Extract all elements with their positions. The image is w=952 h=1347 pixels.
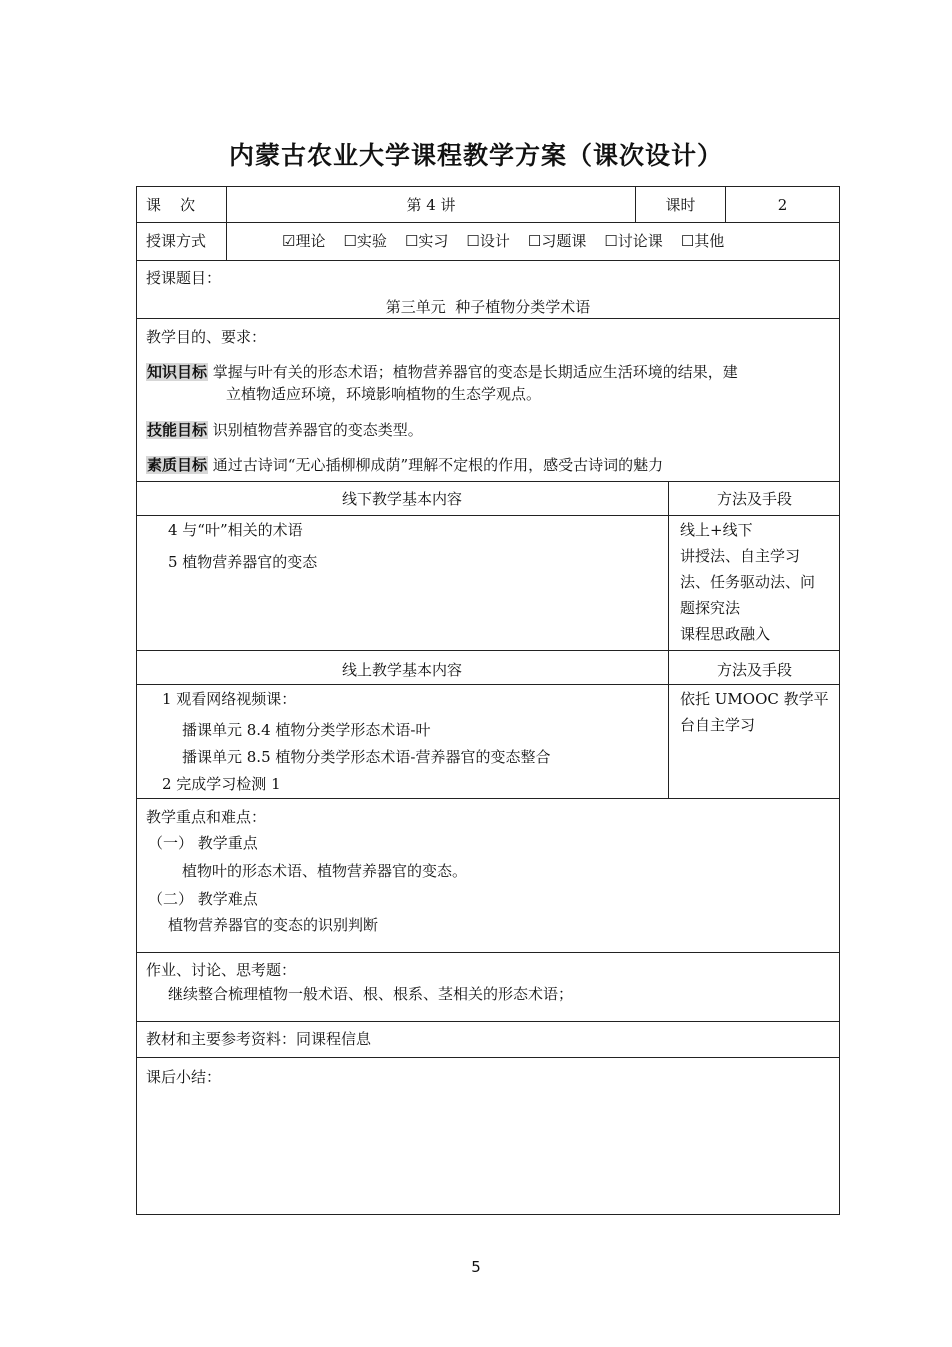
- summary-label: 课后小结：: [146, 1068, 222, 1086]
- hours-value: 2: [777, 196, 788, 214]
- keypoints-heading: （一） 教学重点: [148, 834, 258, 852]
- online-item: 2 完成学习检测 1: [162, 775, 281, 793]
- offline-item: 5 植物营养器官的变态: [168, 553, 318, 571]
- lesson-number: 第 4 讲: [406, 196, 456, 214]
- materials-text: 教材和主要参考资料：同课程信息: [146, 1030, 372, 1048]
- offline-method: 法、任务驱动法、问: [680, 573, 816, 591]
- online-header: 线上教学基本内容: [341, 661, 462, 679]
- online-item: 播课单元 8.5 植物分类学形态术语-营养器官的变态整合: [182, 748, 551, 766]
- checkbox-icon: ☐: [404, 232, 419, 250]
- topic-label: 授课题目：: [146, 269, 222, 287]
- keypoints-heading: （二） 教学难点: [148, 890, 258, 908]
- option-other: ☐其他: [680, 232, 725, 250]
- knowledge-objective: 知识目标 掌握与叶有关的形态术语；植物营养器官的变态是长期适应生活环境的结果，建: [147, 363, 738, 381]
- homework-label: 作业、讨论、思考题：: [146, 961, 297, 979]
- keypoints-label: 教学重点和难点：: [146, 808, 267, 826]
- offline-method: 讲授法、自主学习: [680, 547, 801, 565]
- option-discussion: ☐讨论课: [604, 232, 663, 250]
- page-number: 5: [471, 1258, 481, 1276]
- divider: [136, 260, 840, 261]
- lesson-label: 课 次: [146, 196, 196, 214]
- page-title: 内蒙古农业大学课程教学方案（课次设计）: [228, 141, 723, 170]
- offline-method: 线上+线下: [680, 521, 753, 539]
- checkbox-icon: ☐: [466, 232, 480, 250]
- divider: [668, 481, 669, 798]
- hours-label: 课时: [665, 196, 696, 214]
- option-design: ☐设计: [466, 232, 510, 250]
- keypoints-text: 植物叶的形态术语、植物营养器官的变态。: [182, 862, 468, 880]
- topic-value: 第三单元 种子植物分类学术语: [385, 298, 591, 316]
- mode-options: [282, 228, 838, 254]
- divider: [136, 650, 840, 651]
- online-method: 台自主学习: [680, 716, 756, 734]
- offline-method: 课程思政融入: [680, 625, 771, 643]
- online-method-header: 方法及手段: [716, 661, 792, 679]
- knowledge-tag: 知识目标: [147, 363, 208, 381]
- divider: [136, 222, 840, 223]
- checkbox-icon: ☐: [680, 232, 695, 250]
- offline-item: 4 与“叶”相关的术语: [168, 521, 303, 539]
- option-experiment: ☐实验: [343, 232, 387, 250]
- checkbox-icon: ☐: [343, 232, 357, 250]
- online-item: 播课单元 8.4 植物分类学形态术语-叶: [182, 721, 431, 739]
- keypoints-text: 植物营养器官的变态的识别判断: [168, 916, 379, 934]
- objectives-label: 教学目的、要求：: [146, 328, 267, 346]
- divider: [136, 684, 840, 685]
- checkbox-icon: ☐: [527, 232, 542, 250]
- offline-method-header: 方法及手段: [716, 490, 792, 508]
- offline-method: 题探究法: [680, 599, 741, 617]
- knowledge-objective-cont: 立植物适应环境，环境影响植物的生态学观点。: [226, 385, 542, 403]
- homework-text: 继续整合梳理植物一般术语、根、根系、茎相关的形态术语；: [168, 985, 574, 1003]
- option-theory: ☑理论: [282, 232, 326, 250]
- option-practice: ☐实习: [404, 232, 449, 250]
- divider: [136, 1021, 840, 1022]
- divider: [136, 952, 840, 953]
- online-item: 1 观看网络视频课：: [162, 690, 297, 708]
- skill-tag: 技能目标: [147, 421, 208, 439]
- divider: [136, 1057, 840, 1058]
- skill-objective: 技能目标 识别植物营养器官的变态类型。: [147, 421, 423, 439]
- quality-objective: 素质目标 通过古诗词“无心插柳柳成荫”理解不定根的作用，感受古诗词的魅力: [147, 456, 664, 474]
- checkbox-checked-icon: ☑: [282, 232, 296, 250]
- quality-tag: 素质目标: [147, 456, 208, 474]
- divider: [136, 515, 840, 516]
- checkbox-icon: ☐: [604, 232, 618, 250]
- divider: [136, 481, 840, 482]
- online-method: 依托 UMOOC 教学平: [680, 690, 829, 708]
- mode-label: 授课方式: [146, 232, 207, 250]
- option-exercise: ☐习题课: [527, 232, 587, 250]
- divider: [136, 798, 840, 799]
- offline-header: 线下教学基本内容: [341, 490, 462, 508]
